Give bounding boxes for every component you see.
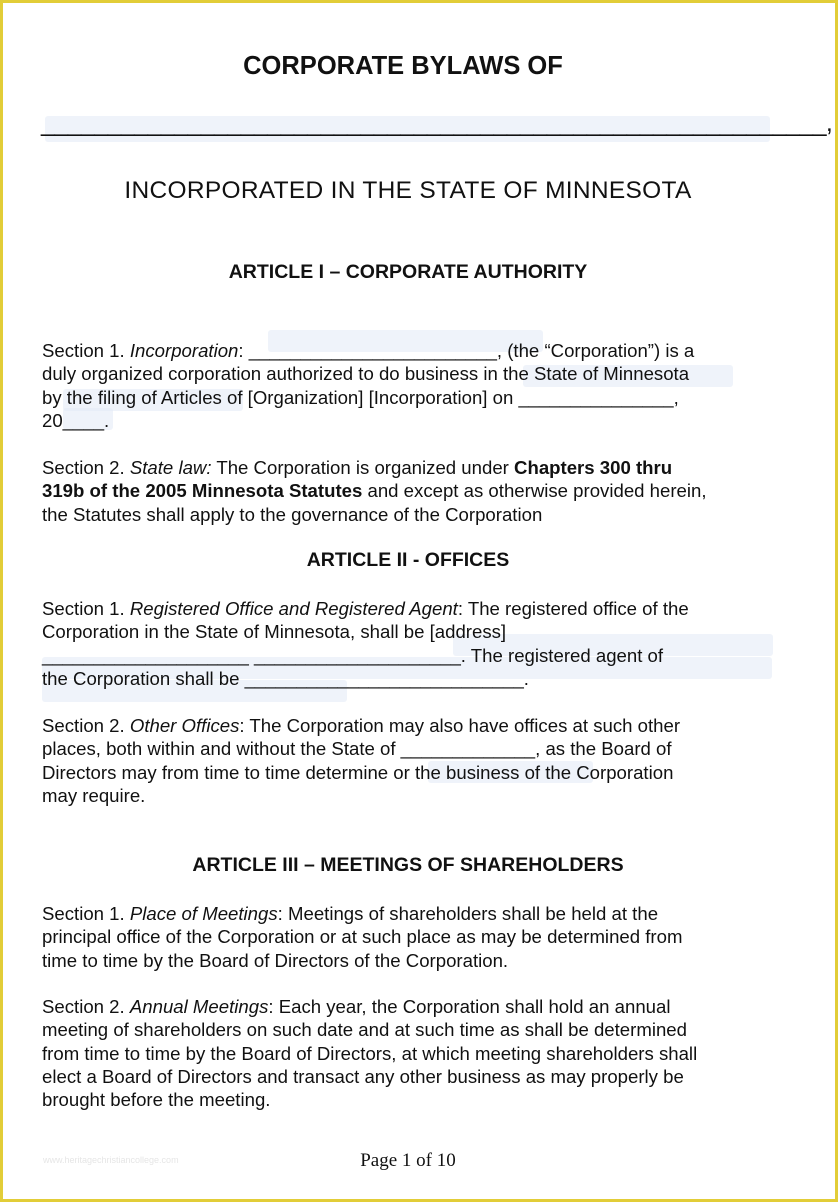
paragraph-line: elect a Board of Directors and transact any other business as may properly be [42,1065,684,1087]
article-2-heading: ARTICLE II - OFFICES [306,549,510,571]
paragraph-text: and except as otherwise provided herein, [362,480,707,502]
statute-reference: 319b of the 2005 Minnesota Statutes [42,480,363,502]
paragraph-line: ____________________ ____________________. The registered agent of [42,644,664,666]
paragraph-line [42,479,707,502]
article-2-section-1 [42,597,689,690]
paragraph-line: brought before the meeting. [42,1089,271,1111]
paragraph-line: duly organized corporation authorized to do business in the State of Minnesota [42,363,690,385]
paragraph-line: places, both within and without the State of _____________, as the Board of [42,738,672,760]
article-1-section-2 [42,456,707,526]
section-title: Registered Office and Registered Agent [129,598,458,619]
statute-reference: Chapters 300 thru [514,457,673,478]
article-3-heading: ARTICLE III – MEETINGS OF SHAREHOLDERS [192,854,624,876]
paragraph-line [42,714,680,737]
paragraph-line [42,456,707,479]
paragraph-text: : The Corporation may also have offices at such other [239,715,681,736]
paragraph-line: Corporation in the State of Minnesota, shall be [address] [42,621,507,643]
article-3-section-2 [42,995,697,1111]
paragraph-text: : Each year, the Corporation shall hold an annual [268,996,671,1017]
paragraph-line [42,902,682,925]
paragraph-line [42,339,694,362]
watermark: www.heritagechristiancollege.com [43,1155,179,1165]
document-title: CORPORATE BYLAWS OF [243,52,563,80]
section-title: Annual Meetings [129,996,269,1017]
section-title: Other Offices [129,715,240,736]
article-1-section-1 [42,339,694,432]
article-1-heading: ARTICLE I – CORPORATE AUTHORITY [228,261,588,283]
paragraph-line: 20____. [42,409,110,431]
section-title: Place of Meetings [129,903,278,924]
section-title: Incorporation [129,340,239,361]
section-number: Section 1. [42,340,130,361]
section-title: State law: [129,457,212,478]
paragraph-line: meeting of shareholders on such date and at such time as shall be determined [42,1019,687,1041]
section-number: Section 1. [42,598,130,619]
paragraph-line [42,995,697,1018]
article-3-section-1 [42,902,682,972]
paragraph-line: from time to time by the Board of Directors, at which meeting shareholders shall [42,1042,698,1064]
corporation-name-blank: ___________________________________________________________, [41,109,833,137]
paragraph-line: Directors may from time to time determine or the business of the Corporation [42,761,674,783]
section-number: Section 2. [42,457,130,478]
paragraph-line: principal office of the Corporation or at such place as may be determined from [42,926,683,948]
paragraph-line: may require. [42,784,146,806]
paragraph-line [42,597,689,620]
state-heading: INCORPORATED IN THE STATE OF MINNESOTA [124,177,692,204]
paragraph-line: : ________________________, (the “Corporation”) is a [238,340,695,361]
article-2-section-2 [42,714,680,807]
paragraph-line: time to time by the Board of Directors of the Corporation. [42,949,509,971]
paragraph-line: the Corporation shall be ___________________________. [42,667,529,689]
paragraph-text: : Meetings of shareholders shall be held at the [277,903,659,924]
section-number: Section 2. [42,715,130,736]
paragraph-text: The Corporation is organized under [211,457,515,478]
section-number: Section 1. [42,903,130,924]
paragraph-text: : The registered office of the [457,598,689,619]
paragraph-line: the Statutes shall apply to the governance of the Corporation [42,503,543,525]
section-number: Section 2. [42,996,130,1017]
paragraph-line: by the filing of Articles of [Organization] [Incorporation] on _______________, [42,386,679,408]
page-number: Page 1 of 10 [360,1150,456,1171]
